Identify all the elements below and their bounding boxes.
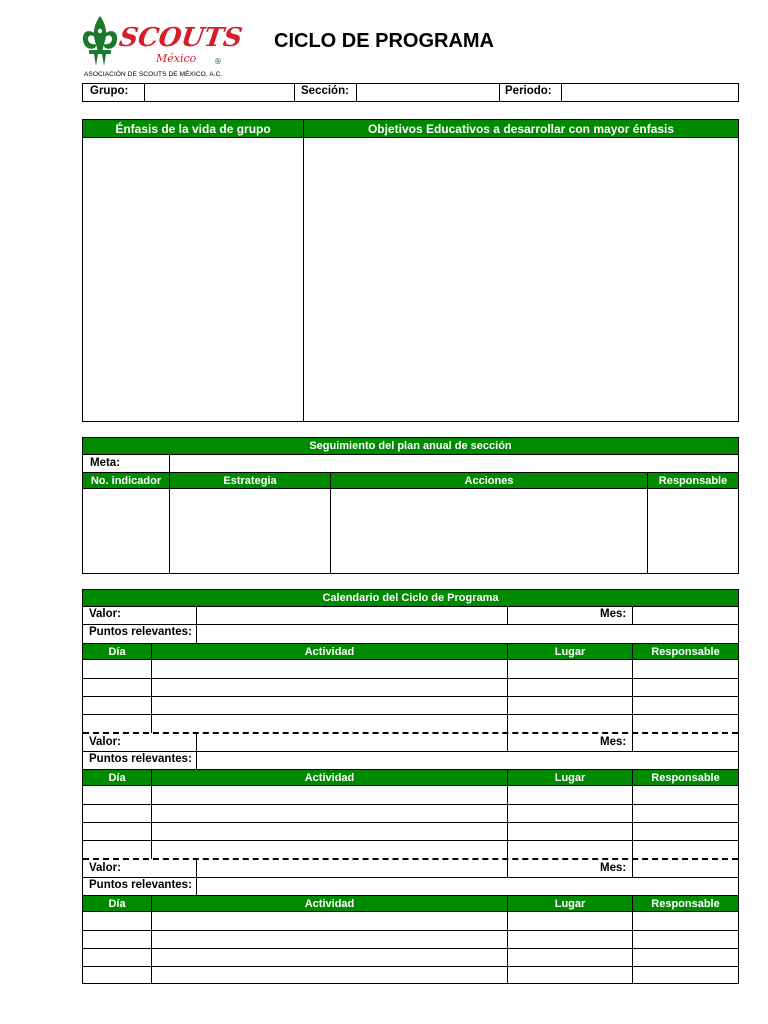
svg-text:México: México [156, 52, 197, 65]
seccion-label: Sección: [301, 85, 349, 97]
seguimiento-columns [83, 472, 738, 489]
col-dia: Día [108, 645, 126, 658]
calendar-columns [83, 895, 738, 912]
periodo-field[interactable] [562, 84, 738, 101]
col-estrategia: Estrategia [223, 474, 277, 487]
col-objetivos: Objetivos Educativos a desarrollar con mayor énfasis [367, 121, 675, 136]
calendario-title-bar [83, 590, 738, 607]
seccion-field[interactable] [357, 84, 499, 101]
meta-field[interactable] [170, 455, 738, 472]
table-row[interactable] [83, 966, 738, 967]
meta-label: Meta: [90, 457, 121, 469]
col-responsable: Responsable [651, 645, 720, 658]
indicador-cell[interactable] [83, 489, 169, 573]
mes-label: Mes: [600, 862, 627, 874]
organization-name: ASOCIACIÓN DE SCOUTS DE MÉXICO, A.C. [84, 71, 223, 78]
col-lugar: Lugar [554, 645, 586, 658]
acciones-cell[interactable] [331, 489, 647, 573]
calendar-block-2 [83, 733, 738, 859]
puntos-relevantes-label: Puntos relevantes: [89, 626, 192, 638]
table-row[interactable] [83, 696, 738, 697]
mes-field[interactable] [633, 735, 738, 751]
table-row[interactable] [83, 678, 738, 679]
valor-field[interactable] [197, 607, 507, 624]
page-title: CICLO DE PROGRAMA [274, 30, 494, 52]
puntos-relevantes-field[interactable] [197, 752, 738, 769]
col-responsable: Responsable [651, 897, 720, 910]
enfasis-objetivos-header [83, 120, 738, 138]
estrategia-cell[interactable] [170, 489, 330, 573]
objetivos-area[interactable] [304, 138, 738, 421]
table-row[interactable] [83, 948, 738, 949]
table-row[interactable] [83, 840, 738, 841]
calendar-columns [83, 769, 738, 786]
info-fields-row [82, 83, 739, 102]
col-responsable: Responsable [651, 771, 720, 784]
col-dia: Día [108, 897, 126, 910]
grupo-field[interactable] [145, 84, 294, 101]
table-row[interactable] [83, 804, 738, 805]
mes-label: Mes: [600, 608, 627, 620]
col-lugar: Lugar [554, 771, 586, 784]
table-row[interactable] [83, 930, 738, 931]
valor-label: Valor: [89, 862, 121, 874]
seguimiento-title-bar [83, 438, 738, 455]
periodo-label: Periodo: [505, 85, 552, 97]
valor-field[interactable] [197, 735, 507, 751]
seguimiento-table [82, 437, 739, 574]
enfasis-objetivos-table [82, 119, 739, 422]
valor-field[interactable] [197, 861, 507, 877]
col-actividad: Actividad [304, 771, 355, 784]
svg-text:SCOUTS: SCOUTS [117, 22, 245, 53]
grupo-label: Grupo: [90, 85, 129, 97]
col-lugar: Lugar [554, 897, 586, 910]
col-no-indicador: No. indicador [90, 474, 162, 487]
valor-label: Valor: [89, 736, 121, 748]
mes-label: Mes: [600, 736, 627, 748]
calendar-block-3 [83, 859, 738, 983]
puntos-relevantes-label: Puntos relevantes: [89, 879, 192, 891]
col-responsable: Responsable [658, 474, 728, 487]
calendario-title: Calendario del Ciclo de Programa [322, 592, 499, 604]
table-row[interactable] [83, 714, 738, 715]
responsable-cell[interactable] [648, 489, 738, 573]
svg-text:®: ® [214, 57, 222, 66]
calendar-block-1 [83, 607, 738, 733]
mes-field[interactable] [633, 607, 738, 624]
col-dia: Día [108, 771, 126, 784]
col-acciones: Acciones [464, 474, 514, 487]
calendario-table [82, 589, 739, 984]
col-actividad: Actividad [304, 897, 355, 910]
calendar-columns [83, 643, 738, 660]
col-actividad: Actividad [304, 645, 355, 658]
seguimiento-title: Seguimiento del plan anual de sección [309, 440, 512, 452]
table-row[interactable] [83, 822, 738, 823]
puntos-relevantes-field[interactable] [197, 878, 738, 895]
puntos-relevantes-field[interactable] [197, 625, 738, 643]
col-enfasis: Énfasis de la vida de grupo [115, 121, 271, 136]
mes-field[interactable] [633, 861, 738, 877]
enfasis-area[interactable] [83, 138, 303, 421]
valor-label: Valor: [89, 608, 121, 620]
puntos-relevantes-label: Puntos relevantes: [89, 753, 192, 765]
